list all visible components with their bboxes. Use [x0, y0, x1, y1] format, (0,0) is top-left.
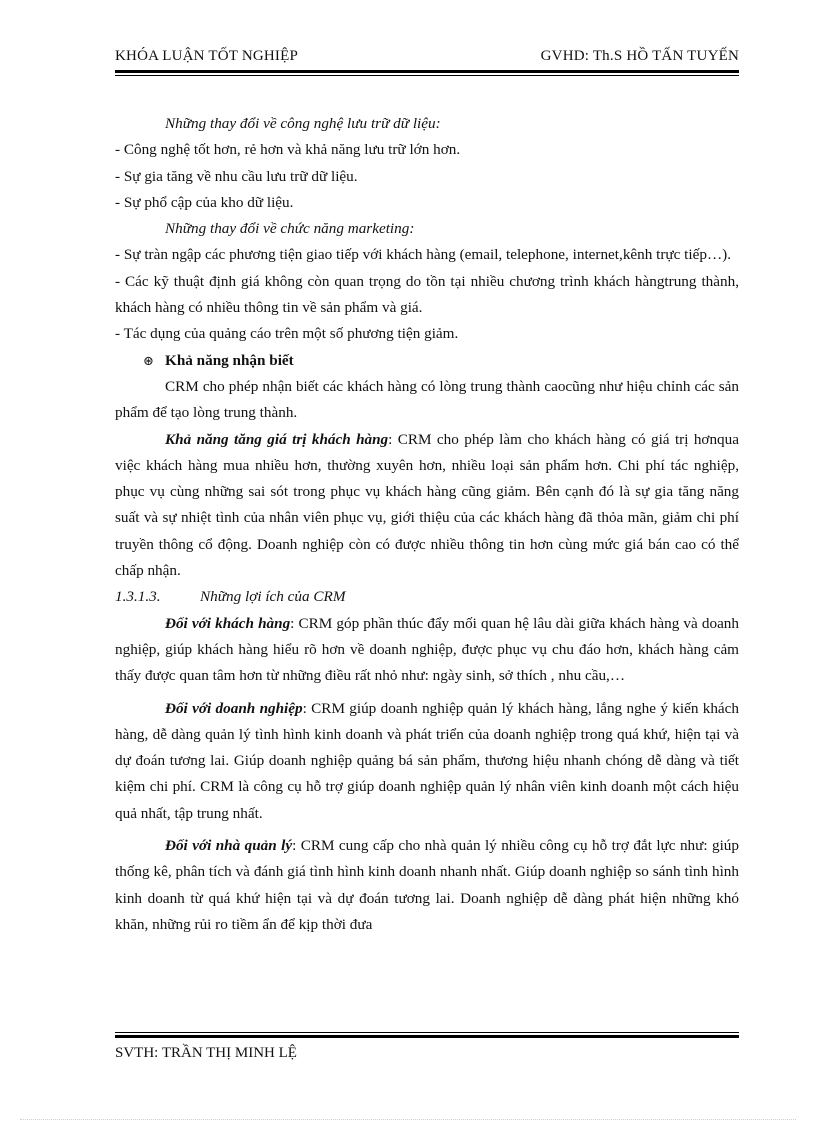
- section-title: Những lợi ích của CRM: [200, 588, 346, 606]
- manager-paragraph: [115, 833, 739, 938]
- header-thesis-title: KHÓA LUẬN TỐT NGHIỆP: [115, 48, 299, 64]
- value-paragraph: [115, 427, 739, 585]
- page-header: [115, 48, 739, 70]
- value-text: : CRM cho phép làm cho khách hàng có giá trị hơnqua việc khách hàng mua nhiều hơn, thường xuyên hơn, nhiều loại sản phẩm hơn. Chi phí tác nghiệp, phục vụ cùng những sai sót trong phục vụ khách hàng cũng giảm. Bên cạnh đó là sự gia tăng năng suất và sự nhiệt tình của nhân viên phục vụ, giới thiệu của các khách hàng đã thỏa mãn, giảm chi phí truyền thông cổ động. Doanh nghiệp còn có được nhiều thông tin hơn cùng mức giá bán cao có thể chấp nhận.: [115, 430, 739, 580]
- manager-text: : CRM cung cấp cho nhà quản lý nhiều công cụ hỗ trợ đắt lực như: giúp thống kê, phân tích và đánh giá tình hình kinh doanh nhanh nhất. Giúp doanh nghiệp so sánh tình hình kinh doanh từ quá khứ hiện tại và dự đoán tương lai. Doanh nghiệp dễ dàng phát hiện những khó khăn, những rủi ro tiềm ẩn để kịp thời đưa: [115, 837, 739, 933]
- manager-label: Đối với nhà quản lý: [165, 837, 293, 855]
- business-paragraph: [115, 696, 739, 827]
- business-label: Đối với doanh nghiệp: [165, 699, 303, 717]
- marketing-item: - Các kỹ thuật định giá không còn quan trọng do tồn tại nhiều chương trình khách hàngtrung thành, khách hàng có nhiều thông tin về sản phẩm và giá.: [115, 272, 739, 317]
- footer-author: SVTH: TRẦN THỊ MINH LỆ: [115, 1045, 297, 1061]
- footer-rule-thin: [115, 1032, 739, 1033]
- storage-item: - Công nghệ tốt hơn, rẻ hơn và khả năng lưu trữ lớn hơn.: [115, 141, 461, 159]
- section-heading: [115, 584, 739, 610]
- page-body: [115, 111, 739, 938]
- customer-text: : CRM góp phần thúc đẩy mối quan hệ lâu dài giữa khách hàng và doanh nghiệp, giúp khách hàng hiểu rõ hơn về doanh nghiệp, được phục vụ chu đáo hơn, khách hàng cảm thấy được quan tâm hơn từ những điều rất nhỏ như: ngày sinh, sở thích , nhu cầu,…: [115, 614, 739, 685]
- bullet-icon: ⊛: [143, 352, 154, 368]
- recognition-heading-row: [115, 348, 739, 374]
- header-supervisor: GVHD: Th.S HỒ TẤN TUYẾN: [540, 48, 739, 64]
- footer-rule-thick: [115, 1035, 739, 1038]
- customer-paragraph: [115, 611, 739, 690]
- customer-label: Đối với khách hàng: [165, 614, 291, 632]
- page-edge-dotted-line: [20, 1119, 796, 1120]
- marketing-item: - Tác dụng của quảng cáo trên một số phương tiện giảm.: [115, 325, 459, 343]
- storage-heading: Những thay đổi về công nghệ lưu trữ dữ liệu:: [165, 115, 441, 132]
- marketing-item: - Sự tràn ngập các phương tiện giao tiếp với khách hàng (email, telephone, internet,kênh trực tiếp…).: [115, 246, 731, 264]
- recognition-heading: Khả năng nhận biết: [165, 351, 294, 369]
- storage-item: - Sự gia tăng về nhu cầu lưu trữ dữ liệu.: [115, 167, 358, 185]
- storage-item: - Sự phổ cập của kho dữ liệu.: [115, 193, 294, 211]
- recognition-paragraph: CRM cho phép nhận biết các khách hàng có lòng trung thành caocũng như hiệu chỉnh các sản phẩm để tạo lòng trung thành.: [115, 377, 739, 422]
- header-rule-thin: [115, 75, 739, 76]
- value-label: Khả năng tăng giá trị khách hàng: [165, 430, 389, 448]
- business-text: : CRM giúp doanh nghiệp quản lý khách hàng, lắng nghe ý kiến khách hàng, dễ dàng quản lý tình hình kinh doanh và phát triển của doanh nghiệp trong quá khứ, hiện tại và dự đoán tương lai. Giúp doanh nghiệp quảng bá sản phẩm, thương hiệu nhanh chóng dễ dàng và tiết kiệm chi phí. CRM là công cụ hỗ trợ giúp doanh nghiệp quản lý nhân viên kinh doanh một cách hiệu quả nhất, tập trung nhất.: [115, 699, 740, 822]
- header-rule-thick: [115, 70, 739, 73]
- section-number: 1.3.1.3.: [115, 588, 161, 606]
- marketing-heading: Những thay đổi về chức năng marketing:: [165, 220, 415, 238]
